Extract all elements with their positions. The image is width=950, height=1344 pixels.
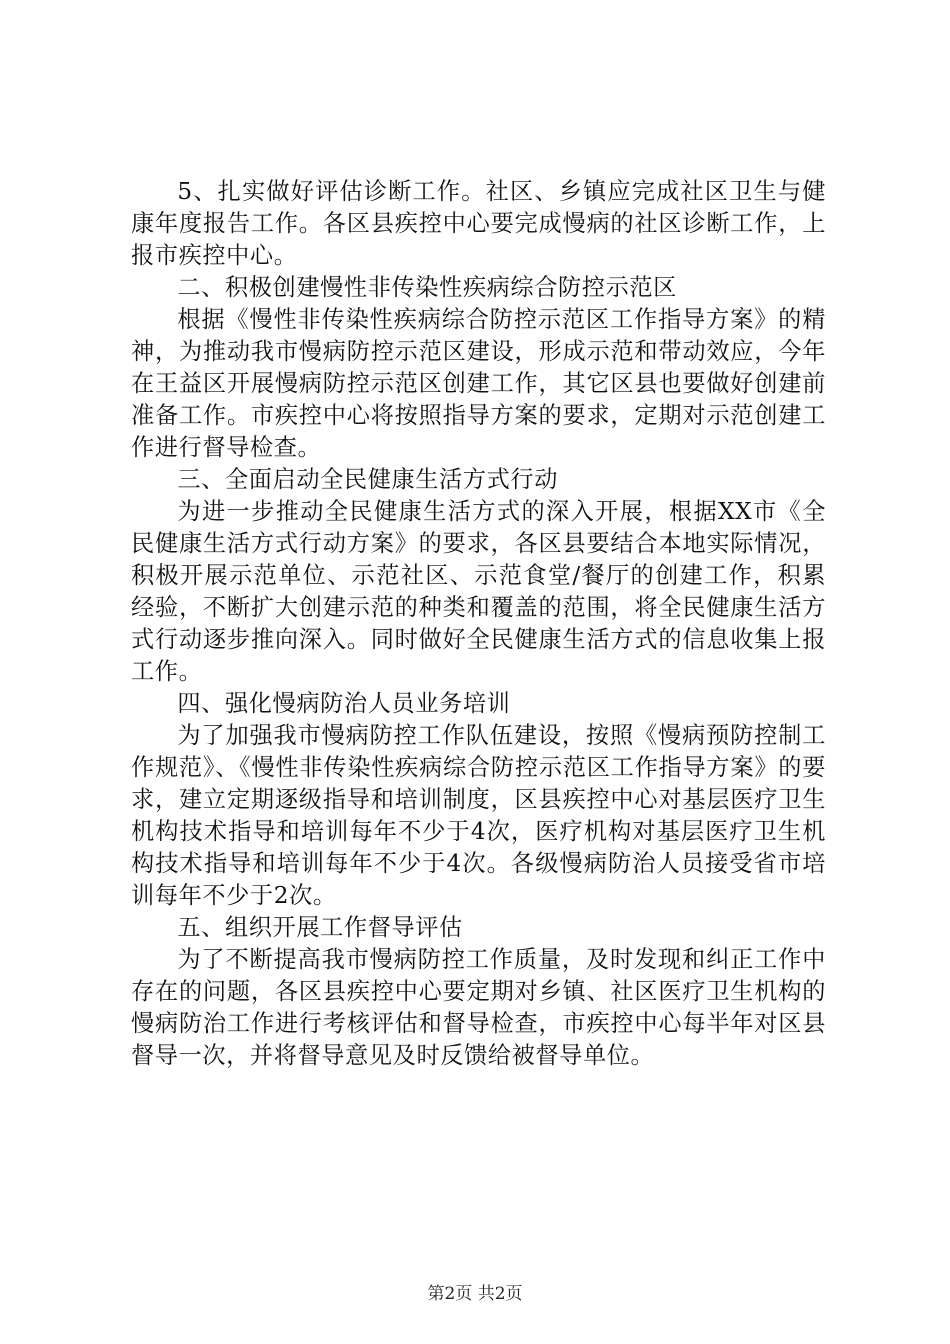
- paragraph-evaluation-diagnosis: 5、扎实做好评估诊断工作。社区、乡镇应完成社区卫生与健康年度报告工作。各区县疾控中心要完成慢病的社区诊断工作，上报市疾控中心。: [131, 178, 826, 269]
- paragraph-supervision: 为了不断提高我市慢病防控工作质量，及时发现和纠正工作中存在的问题，各区县疾控中心要定期对乡镇、社区医疗卫生机构的慢病防治工作进行考核评估和督导检查，市疾控中心每半年对区县督导一次，并将督导意见及时反馈给被督导单位。: [131, 946, 826, 1069]
- section-heading-4: 四、强化慢病防治人员业务培训: [177, 690, 511, 717]
- document-body: [131, 176, 826, 1072]
- section-heading-5: 五、组织开展工作督导评估: [177, 914, 463, 941]
- section-heading-3: 三、全面启动全民健康生活方式行动: [177, 466, 558, 493]
- paragraph-healthy-lifestyle: 为进一步推动全民健康生活方式的深入开展，根据XX市《全民健康生活方式行动方案》的要求，各区县要结合本地实际情况，积极开展示范单位、示范社区、示范食堂/餐厅的创建工作，积累经验，不断扩大创建示范的种类和覆盖的范围，将全民健康生活方式行动逐步推向深入。同时做好全民健康生活方式的信息收集上报工作。: [131, 498, 826, 685]
- paragraph-staff-training: 为了加强我市慢病防控工作队伍建设，按照《慢病预防控制工作规范》、《慢性非传染性疾病综合防控示范区工作指导方案》的要求，建立定期逐级指导和培训制度，区县疾控中心对基层医疗卫生机构技术指导和培训每年不少于4次，医疗机构对基层医疗卫生机构技术指导和培训每年不少于4次。各级慢病防治人员接受省市培训每年不少于2次。: [131, 722, 826, 909]
- paragraph-demo-zone: 根据《慢性非传染性疾病综合防控示范区工作指导方案》的精神，为推动我市慢病防控示范区建设，形成示范和带动效应，今年在王益区开展慢病防控示范区创建工作，其它区县也要做好创建前准备工作。市疾控中心将按照指导方案的要求，定期对示范创建工作进行督导检查。: [131, 306, 826, 461]
- page-footer: 第2页 共2页: [427, 1284, 523, 1304]
- section-heading-2: 二、积极创建慢性非传染性疾病综合防控示范区: [177, 274, 677, 301]
